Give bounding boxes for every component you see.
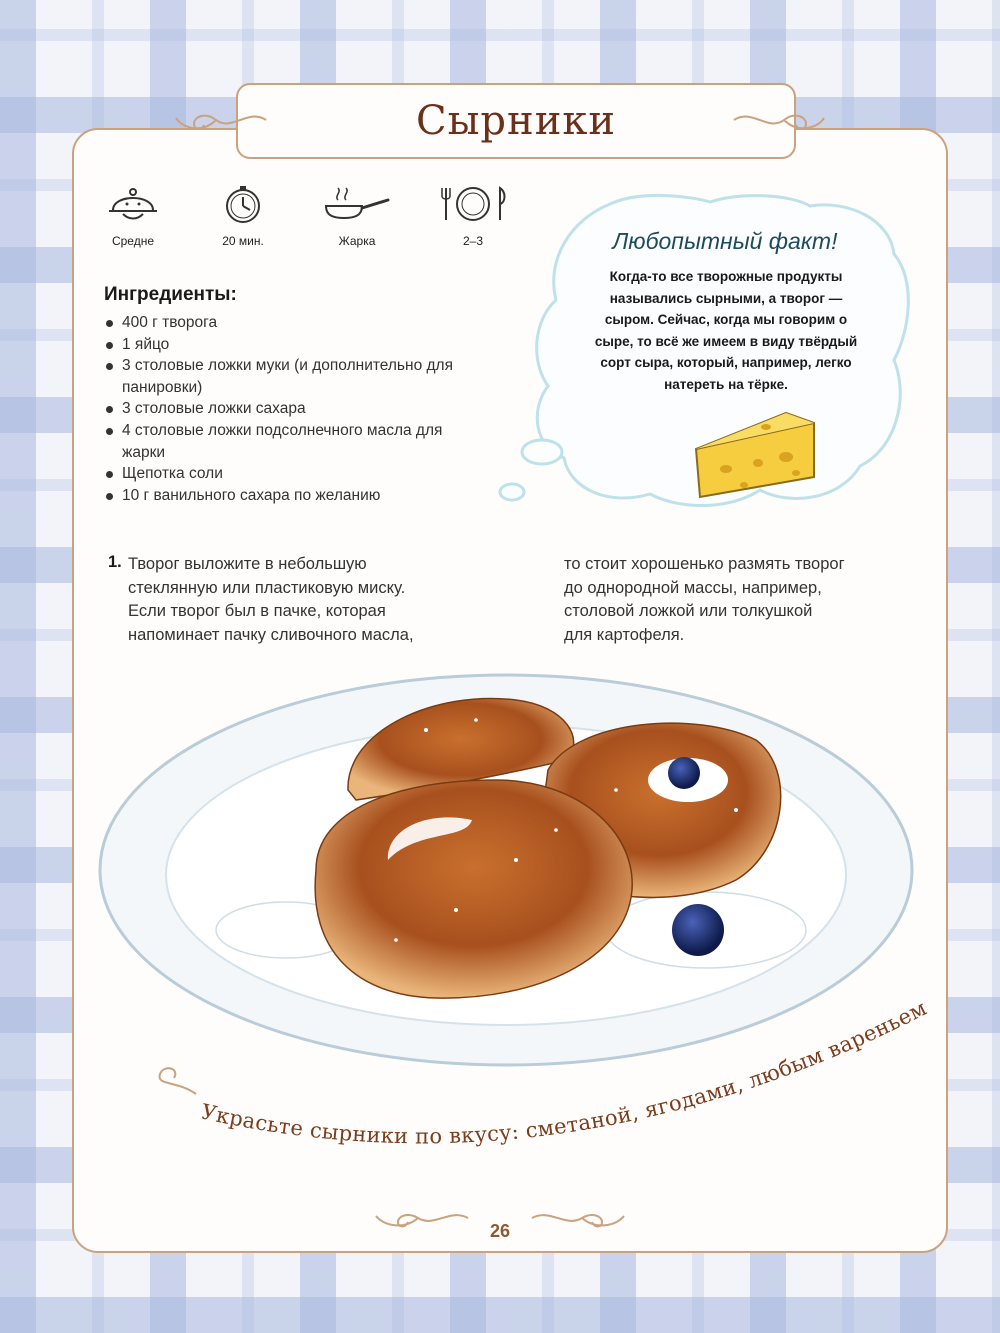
list-item: 3 столовые ложки сахара <box>104 398 504 420</box>
page-number: 26 <box>489 1221 511 1241</box>
page-number-flourish-right <box>530 1204 630 1232</box>
page-title: Сырники <box>415 98 617 144</box>
stat-label: 2–3 <box>462 234 484 248</box>
step-number: 1. <box>108 553 122 571</box>
stat-label: Жарка <box>338 234 376 248</box>
list-item: 10 г ванильного сахара по желанию <box>104 485 504 507</box>
list-item: 400 г творога <box>104 312 504 334</box>
list-item: 4 столовые ложки подсолнечного масла для жарки <box>104 420 468 463</box>
step-text-column-1: Творог выложите в небольшую стеклянную или пластиковую миску. Если творог был в пачке, которая напоминает пачку сливочного масла, <box>128 555 414 644</box>
fact-title: Любопытный факт! <box>612 228 838 254</box>
tip-text <box>199 996 931 1148</box>
list-item: 1 яйцо <box>104 334 504 356</box>
page-number-flourish-left <box>370 1204 470 1232</box>
ingredients-heading: Ингредиенты: <box>104 284 237 305</box>
list-item: 3 столовые ложки муки (и дополнительно для панировки) <box>104 355 468 398</box>
list-item: Щепотка соли <box>104 463 504 485</box>
stat-label: Средне <box>111 234 155 248</box>
step-text-column-2: то стоит хорошенько размять творог до однородной массы, например, столовой ложкой или толкушкой для картофеля. <box>564 555 845 644</box>
tip-text-path: Украсьте сырники по вкусу: сметаной, ягодами, любым вареньем <box>198 995 931 1149</box>
tip-flourish-icon <box>159 1068 196 1094</box>
fact-text: Когда-то все творожные продукты назывались сырными, а творог — сыром. Сейчас, когда мы говорим о сыре, то всё же имеем в виду твёрдый сорт сыра, который, например, легко натереть на тёрке. <box>594 269 858 392</box>
stat-label: 20 мин. <box>222 234 264 248</box>
